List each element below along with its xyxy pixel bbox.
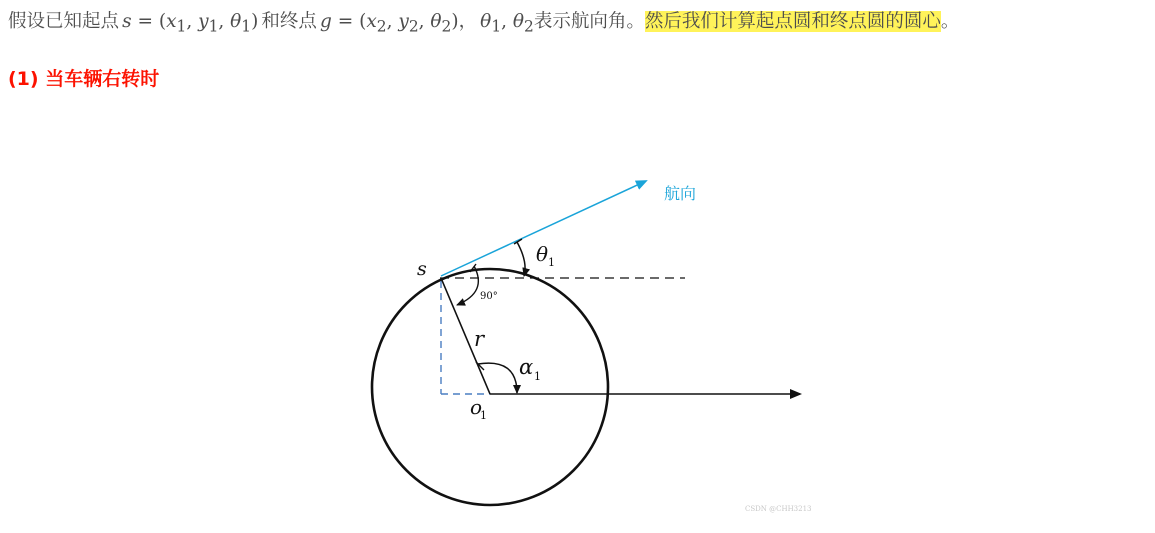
eq-open: = ( [131, 11, 167, 32]
theta-sub: 1 [548, 256, 555, 269]
watermark: CSDN @CHH3213 [745, 505, 812, 513]
alpha-sub: 1 [534, 370, 541, 383]
theta-label: θ [536, 242, 549, 266]
comma-1: , [186, 11, 199, 32]
intro-text-1: 假设已知起点 [8, 11, 120, 32]
comma-2: , [218, 11, 231, 32]
sub-x2: 2 [376, 17, 387, 36]
var-theta1: θ [230, 11, 242, 32]
eq2-open: = ( [331, 11, 367, 32]
var-g: g [320, 11, 332, 32]
var-theta-b: θ [512, 11, 525, 32]
var-x2: x [366, 11, 377, 32]
var-x1: x [166, 11, 177, 32]
var-theta2: θ [430, 11, 442, 32]
heading-label: 航向 [664, 184, 697, 203]
angle-90-label: 90° [480, 291, 498, 302]
turning-circle [372, 269, 608, 505]
sub-theta1: 1 [241, 17, 252, 36]
intro-sep: ， [458, 11, 478, 32]
intro-text-3: 表示航向角。 [533, 11, 645, 32]
sub-theta-b: 2 [524, 17, 534, 36]
highlighted-text: 然后我们计算起点圆和终点圆的圆心 [644, 11, 941, 32]
var-y1: y [198, 11, 209, 32]
sub-theta2: 2 [441, 17, 452, 36]
var-s: s [122, 11, 132, 32]
sub-y1: 1 [208, 17, 219, 36]
comma-3: , [386, 11, 399, 32]
sub-y2: 2 [408, 17, 419, 36]
o-label: o [470, 395, 483, 419]
eq-close: ) [251, 11, 259, 32]
s-label: s [417, 258, 427, 280]
section-heading: (1) 当车辆右转时 [8, 68, 160, 90]
var-y2: y [398, 11, 409, 32]
comma-4: , [418, 11, 431, 32]
alpha-label: α [519, 355, 534, 379]
sub-x1: 1 [176, 17, 187, 36]
intro-end: 。 [940, 11, 960, 32]
sub-theta-a: 1 [491, 17, 502, 36]
var-theta-a: θ [480, 11, 492, 32]
o-sub: 1 [480, 409, 487, 422]
intro-text-2: 和终点 [261, 11, 317, 32]
r-label: r [474, 327, 485, 351]
theta-arc [517, 242, 525, 276]
eq2-close: ) [451, 11, 459, 32]
comma-5: , [501, 11, 513, 32]
